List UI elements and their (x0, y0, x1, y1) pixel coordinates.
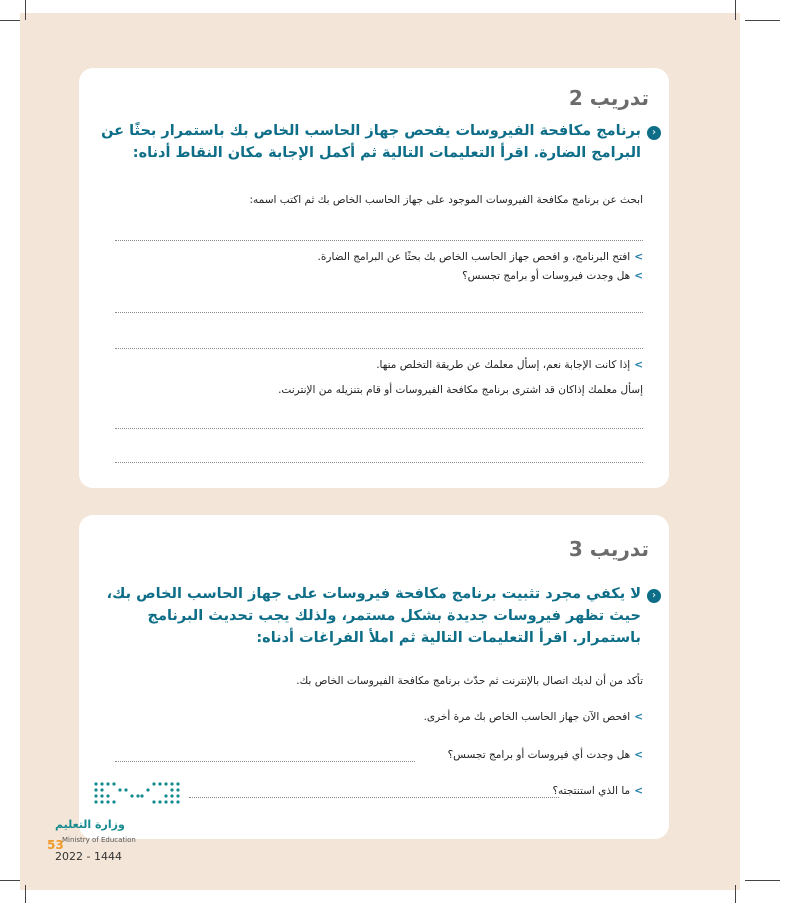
answer-line[interactable] (189, 797, 559, 798)
instruction-text: تأكد من أن لديك اتصال بالإنترنت ثم حدّث برنامج مكافحة الفيروسات الخاص بك. (296, 675, 643, 687)
exercise-title: تدريب 3 (568, 537, 649, 561)
exercise-question: برنامج مكافحة الفيروسات يفحص جهاز الحاسب الخاص بك باستمرار بحثًا عن البرامج الضارة. اقرأ التعليمات التالية ثم أكمل الإجابة مكان النقاط أدناه: (101, 123, 641, 161)
ministry-name-ar: وزارة التعليم (55, 818, 125, 831)
answer-line[interactable] (115, 312, 643, 313)
bullet-icon: > (634, 251, 643, 263)
exercise-question: لا يكفي مجرد تثبيت برنامج مكافحة فيروسات على جهاز الحاسب الخاص بك، حيث تظهر فيروسات جديدة بشكل مستمر، ولذلك يجب تحديث البرنامج باستمرار. اقرأ التعليمات التالية ثم املأ الفراغات أدناه: (106, 586, 641, 646)
crop-mark (25, 885, 26, 903)
answer-line[interactable] (115, 240, 643, 241)
exercise-title: تدريب 2 (568, 86, 649, 110)
bullet-icon: > (634, 270, 643, 282)
step-text: ما الذي استنتجته؟ (552, 785, 631, 797)
bullet-icon: > (634, 785, 643, 797)
step-text: افحص الآن جهاز الحاسب الخاص بك مرة أخرى. (423, 711, 631, 723)
answer-line[interactable] (115, 428, 643, 429)
crop-mark (0, 20, 20, 21)
crop-mark (735, 0, 736, 20)
crop-mark (25, 0, 26, 20)
step-item (105, 749, 643, 761)
step-text: هل وجدت أي فيروسات أو برامج تجسس؟ (447, 749, 631, 761)
answer-line[interactable] (115, 761, 415, 762)
instruction-text: إسأل معلمك إذاكان قد اشترى برنامج مكافحة الفيروسات أو قام بتنزيله من الإنترنت. (278, 384, 643, 396)
step-item (105, 785, 643, 797)
instruction-text: ابحث عن برنامج مكافحة الفيروسات الموجود على جهاز الحاسب الخاص بك ثم اكتب اسمه: (249, 194, 643, 206)
crop-mark (735, 885, 736, 903)
exercise-2-card (79, 68, 669, 488)
answer-line[interactable] (115, 348, 643, 349)
crop-mark (745, 880, 780, 881)
page-number: 53 (47, 838, 64, 852)
crop-mark (0, 880, 20, 881)
academic-year: 2022 - 1444 (55, 850, 122, 863)
bullet-icon: > (634, 359, 643, 371)
chevron-left-icon: ‹ (647, 126, 661, 140)
step-text: افتح البرنامج، و افحص جهاز الحاسب الخاص بك بحثًا عن البرامج الضارة. (317, 251, 631, 263)
step-text: هل وجدت فيروسات أو برامج تجسس؟ (462, 270, 631, 282)
ministry-logo-icon (92, 780, 182, 806)
step-item (105, 270, 643, 282)
bullet-icon: > (634, 711, 643, 723)
step-item (105, 359, 643, 371)
step-text: إذا كانت الإجابة نعم، إسأل معلمك عن طريقة التخلص منها. (376, 359, 631, 371)
step-item (105, 711, 643, 723)
step-item (105, 251, 643, 263)
answer-line[interactable] (115, 462, 643, 463)
crop-mark (745, 20, 780, 21)
bullet-icon: > (634, 749, 643, 761)
ministry-name-en: Ministry of Education (62, 836, 136, 844)
chevron-left-icon: ‹ (647, 589, 661, 603)
